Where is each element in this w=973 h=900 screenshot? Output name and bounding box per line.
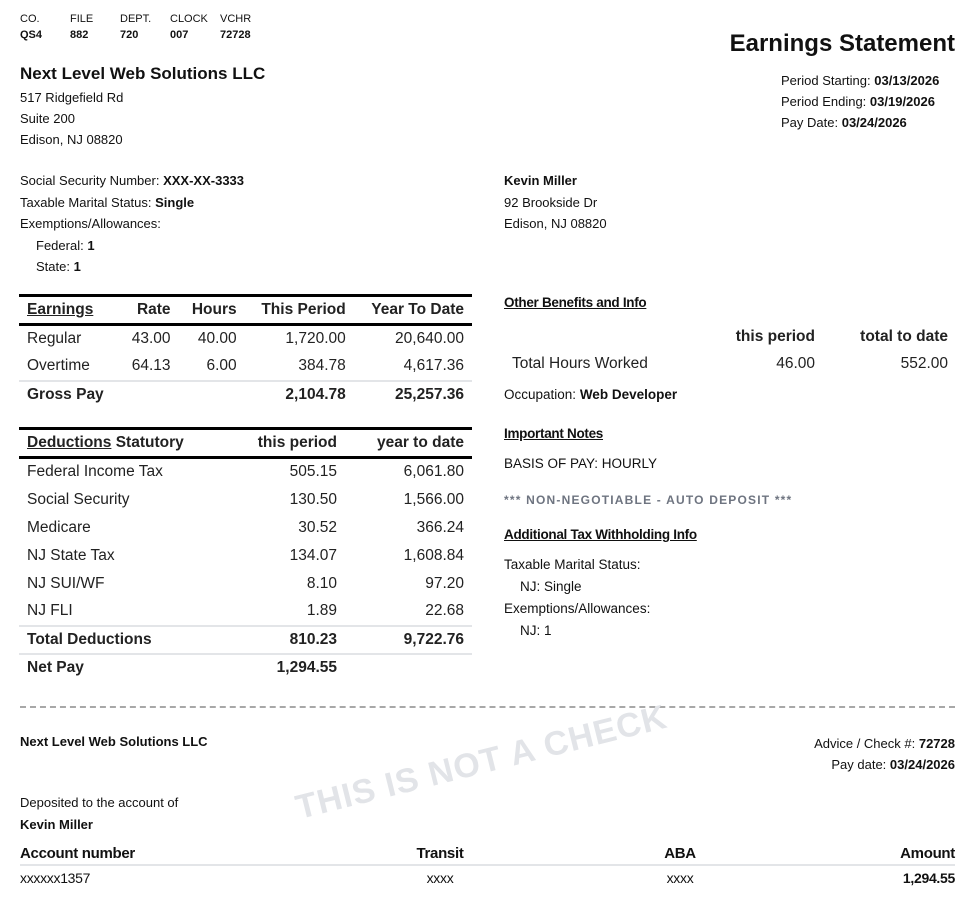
total-deductions-label: Total Deductions	[27, 630, 152, 648]
advice-company-name: Next Level Web Solutions LLC	[20, 734, 208, 749]
deposit-recipient	[20, 792, 178, 836]
benefits-header-total: total to date	[860, 328, 948, 345]
table-row	[19, 353, 472, 381]
table-row	[19, 458, 472, 486]
company-name: Next Level Web Solutions LLC	[20, 64, 266, 83]
table-row	[19, 570, 472, 598]
earning-rate: 43.00	[131, 330, 171, 348]
nj-marital-value: NJ: Single	[520, 579, 582, 594]
code-header-vchr: VCHR	[220, 13, 252, 25]
ssn-value: XXX-XX-3333	[163, 173, 245, 188]
earning-label: Regular	[27, 330, 82, 348]
basis-of-pay: BASIS OF PAY: HOURLY	[504, 456, 658, 471]
earning-hours: 40.00	[197, 330, 237, 348]
gross-pay-label: Gross Pay	[27, 386, 104, 403]
period-starting	[781, 70, 939, 91]
gross-pay-period: 2,104.78	[285, 386, 346, 403]
gross-pay-ytd: 25,257.36	[395, 386, 464, 403]
codes-header-row	[20, 11, 270, 27]
deductions-header-period: this period	[257, 434, 337, 451]
code-header-co: CO.	[20, 13, 40, 25]
benefit-total: 552.00	[900, 355, 948, 372]
company-address-line1: 517 Ridgefield Rd	[20, 90, 124, 105]
transit-value: xxxx	[426, 869, 454, 886]
deposit-header-row	[20, 843, 955, 865]
earnings-heading: Earnings	[27, 301, 94, 318]
advice-pay-date	[814, 754, 955, 775]
check-number-label: Advice / Check #:	[814, 736, 916, 751]
state-value: 1	[73, 259, 81, 274]
earnings-header-period: This Period	[261, 301, 346, 318]
table-row	[504, 350, 956, 378]
deposited-label: Deposited to the account of	[20, 795, 179, 810]
earnings-header-row	[19, 296, 472, 325]
aba-header: ABA	[620, 843, 740, 865]
statement-title: Earnings Statement	[729, 30, 955, 57]
deduction-ytd: 1,566.00	[403, 490, 464, 508]
transit-header: Transit	[260, 843, 620, 865]
earning-ytd: 4,617.36	[403, 357, 464, 374]
code-header-file: FILE	[70, 13, 94, 25]
period-ending-label: Period Ending:	[781, 94, 867, 109]
deduction-ytd: 97.20	[425, 574, 464, 592]
net-pay-row	[19, 654, 472, 682]
gross-pay-row	[19, 381, 472, 409]
table-row	[19, 542, 472, 570]
deposit-amount-value: 1,294.55	[902, 869, 955, 886]
nj-marital-label: Taxable Marital Status:	[504, 557, 641, 572]
total-deductions-row	[19, 626, 472, 654]
deduction-label: Medicare	[27, 518, 91, 536]
pay-periods	[781, 70, 939, 133]
table-row	[19, 514, 472, 542]
deduction-label: NJ FLI	[27, 602, 73, 619]
earning-period: 1,720.00	[285, 330, 346, 348]
earning-period: 384.78	[298, 357, 346, 374]
earning-ytd: 20,640.00	[395, 330, 464, 348]
federal-value: 1	[87, 237, 95, 253]
period-starting-value: 03/13/2026	[874, 73, 940, 88]
code-value-vchr: 72728	[220, 29, 251, 41]
company-address	[20, 87, 265, 150]
employee-address-block	[504, 170, 607, 235]
total-deductions-period: 810.23	[289, 630, 337, 648]
earning-rate: 64.13	[131, 357, 171, 374]
period-ending-value: 03/19/2026	[869, 94, 935, 109]
additional-tax-info	[504, 554, 650, 642]
net-pay-label: Net Pay	[27, 659, 84, 676]
important-notes-heading: Important Notes	[504, 426, 604, 441]
code-header-clock: CLOCK	[170, 13, 208, 25]
benefit-period: 46.00	[776, 355, 815, 372]
earning-label: Overtime	[27, 357, 90, 374]
earning-hours: 6.00	[206, 357, 237, 374]
marital-status	[20, 192, 244, 214]
deduction-ytd: 1,608.84	[403, 546, 464, 564]
pay-date	[781, 112, 939, 133]
earnings-header-label	[19, 296, 119, 325]
benefits-header-blank	[504, 324, 693, 350]
period-ending	[781, 91, 939, 112]
earnings-table	[19, 294, 472, 409]
deduction-period: 505.15	[289, 463, 337, 481]
marital-status-label: Taxable Marital Status:	[20, 194, 152, 210]
advice-pay-date-value: 03/24/2026	[889, 757, 955, 772]
period-starting-label: Period Starting:	[781, 73, 871, 88]
amount-header: Amount	[740, 843, 955, 865]
table-row	[20, 865, 955, 889]
deduction-ytd: 366.24	[416, 518, 464, 536]
company-block	[20, 63, 265, 150]
deduction-label: NJ State Tax	[27, 546, 115, 564]
company-address-line2: Suite 200	[20, 111, 75, 126]
table-row	[19, 325, 472, 353]
total-deductions-ytd: 9,722.76	[403, 630, 464, 648]
employee-address-line1: 92 Brookside Dr	[504, 194, 598, 210]
advice-info	[814, 733, 955, 775]
additional-tax-heading: Additional Tax Withholding Info	[504, 527, 697, 542]
pay-date-value: 03/24/2026	[841, 115, 907, 130]
code-value-clock: 007	[170, 29, 189, 41]
deduction-period: 130.50	[289, 490, 337, 508]
check-number-value: 72728	[918, 736, 955, 751]
employee-tax-info	[20, 170, 244, 278]
net-pay-value: 1,294.55	[276, 659, 337, 676]
code-value-co: QS4	[20, 29, 43, 41]
not-a-check-watermark: THIS IS NOT A CHECK	[292, 697, 671, 827]
marital-status-value: Single	[155, 194, 195, 210]
benefits-table	[504, 324, 956, 378]
earnings-header-ytd: Year To Date	[371, 301, 464, 318]
aba-value: xxxx	[666, 869, 694, 886]
advice-check-number	[814, 733, 955, 754]
benefits-header-row	[504, 324, 956, 350]
net-pay-empty	[345, 654, 472, 682]
deductions-header-label	[19, 429, 195, 458]
deductions-header-row	[19, 429, 472, 458]
advice-pay-date-label: Pay date:	[831, 757, 887, 772]
table-row	[19, 486, 472, 514]
employee-address-line2: Edison, NJ 08820	[504, 216, 607, 231]
federal-exemptions	[20, 235, 244, 257]
nj-exemptions-label: Exemptions/Allowances:	[504, 601, 651, 616]
tear-off-divider	[20, 706, 955, 708]
deduction-ytd: 6,061.80	[403, 463, 464, 481]
deduction-period: 1.89	[306, 602, 337, 619]
code-value-dept: 720	[120, 29, 139, 41]
occupation	[504, 387, 677, 402]
non-negotiable-notice: *** NON-NEGOTIABLE - AUTO DEPOSIT ***	[504, 493, 793, 507]
nj-exemptions-value: NJ: 1	[520, 623, 552, 638]
earnings-header-rate: Rate	[136, 301, 171, 318]
code-value-file: 882	[70, 29, 89, 41]
deductions-table	[19, 427, 472, 682]
occupation-label: Occupation:	[504, 387, 577, 402]
account-number-value: xxxxxx1357	[20, 869, 91, 886]
account-number-header: Account number	[20, 843, 260, 865]
deduction-period: 8.10	[306, 574, 337, 592]
federal-label: Federal:	[36, 237, 84, 253]
company-address-line3: Edison, NJ 08820	[20, 132, 123, 147]
benefits-heading: Other Benefits and Info	[504, 295, 647, 310]
deductions-heading: Deductions	[27, 434, 112, 451]
deductions-header-ytd: year to date	[376, 434, 464, 451]
state-label: State:	[36, 259, 70, 274]
deduction-period: 134.07	[289, 546, 337, 564]
code-header-dept: DEPT.	[120, 13, 152, 25]
benefits-header-period: this period	[735, 328, 815, 345]
benefit-label: Total Hours Worked	[512, 355, 648, 372]
ssn-label: Social Security Number:	[20, 173, 160, 188]
employee-name: Kevin Miller	[504, 173, 577, 188]
ssn	[20, 170, 244, 192]
deduction-label: Social Security	[27, 490, 130, 508]
state-exemptions	[20, 256, 244, 278]
deposited-name: Kevin Miller	[20, 817, 93, 832]
deduction-label: Federal Income Tax	[27, 463, 163, 481]
exemptions-label: Exemptions/Allowances:	[20, 216, 161, 231]
deduction-label: NJ SUI/WF	[27, 574, 105, 592]
deduction-ytd: 22.68	[425, 602, 464, 619]
codes-value-row	[20, 27, 270, 43]
deductions-subheading: Statutory	[115, 434, 184, 451]
occupation-value: Web Developer	[579, 387, 678, 402]
earnings-header-hours: Hours	[191, 301, 237, 318]
table-row	[19, 598, 472, 626]
deposit-account-table	[20, 843, 955, 889]
statement-codes	[20, 11, 270, 43]
pay-date-label: Pay Date:	[781, 115, 839, 130]
deduction-period: 30.52	[298, 518, 337, 536]
